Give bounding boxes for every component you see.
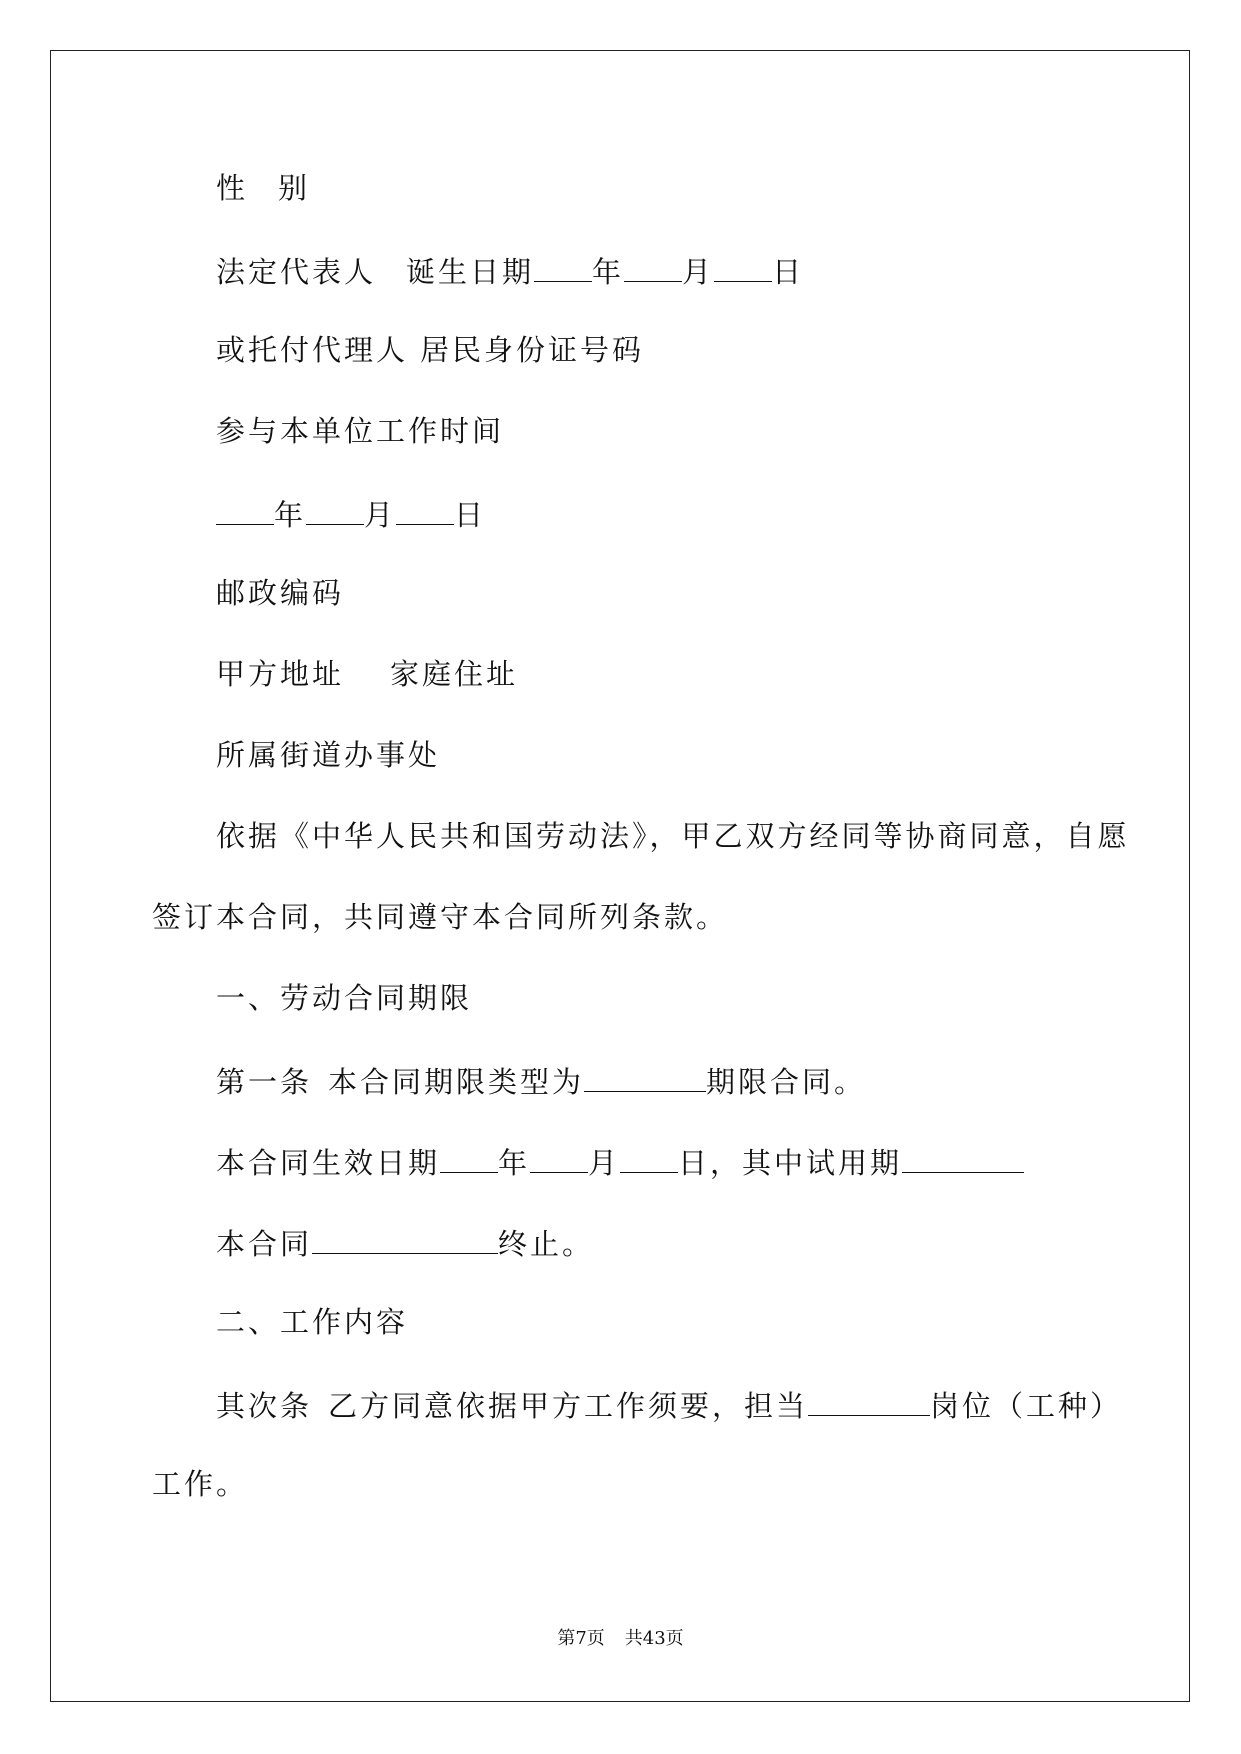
effective-year-label: 年 bbox=[498, 1146, 531, 1180]
gender-label-2: 别 bbox=[278, 171, 311, 205]
termination-suffix: 终止。 bbox=[498, 1227, 595, 1261]
page-frame bbox=[50, 50, 1190, 1702]
street-office-label: 所属街道办事处 bbox=[216, 738, 441, 772]
page-footer bbox=[0, 1630, 1241, 1648]
address-line bbox=[216, 657, 519, 691]
effective-month-blank[interactable] bbox=[530, 1146, 588, 1173]
postal-code-label: 邮政编码 bbox=[216, 576, 345, 610]
postal-code-line bbox=[216, 576, 345, 610]
preamble-text-2: 签订本合同，共同遵守本合同所列条款。 bbox=[152, 900, 729, 934]
section-1-heading bbox=[216, 981, 473, 1015]
birth-month-label: 月 bbox=[682, 255, 715, 289]
preamble-line-2 bbox=[152, 900, 729, 934]
effective-day-blank[interactable] bbox=[620, 1146, 678, 1173]
probation-blank[interactable] bbox=[902, 1146, 1024, 1173]
effective-date-line bbox=[216, 1146, 1024, 1178]
street-office-line bbox=[216, 738, 441, 772]
preamble-line-1 bbox=[216, 819, 1130, 853]
birth-year-label: 年 bbox=[592, 255, 625, 289]
article-1-text: 本合同期限类型为 bbox=[328, 1065, 585, 1099]
position-blank[interactable] bbox=[808, 1389, 930, 1416]
article-2-number: 其次条 bbox=[216, 1389, 313, 1423]
section-1-title: 一、劳动合同期限 bbox=[216, 981, 473, 1015]
join-year-blank[interactable] bbox=[216, 498, 274, 525]
total-pages: 43 bbox=[642, 1628, 666, 1649]
gender-line bbox=[216, 171, 311, 205]
termination-line bbox=[216, 1227, 594, 1259]
party-a-address-label: 甲方地址 bbox=[216, 657, 345, 691]
join-month-blank[interactable] bbox=[306, 498, 364, 525]
probation-label: 日，其中试用期 bbox=[678, 1146, 903, 1180]
total-suffix: 页 bbox=[665, 1628, 684, 1649]
gender-label-1: 性 bbox=[216, 171, 249, 205]
birth-month-blank[interactable] bbox=[624, 255, 682, 282]
article-2-text: 乙方同意依据甲方工作须要，担当 bbox=[328, 1389, 809, 1423]
article-1-suffix: 期限合同。 bbox=[706, 1065, 867, 1099]
birth-day-label: 日 bbox=[772, 255, 805, 289]
article-2-continuation bbox=[152, 1467, 249, 1501]
page-suffix: 页 bbox=[586, 1628, 605, 1649]
join-date-line bbox=[216, 498, 486, 530]
birth-day-blank[interactable] bbox=[714, 255, 772, 282]
join-time-line bbox=[216, 414, 505, 448]
join-month-label: 月 bbox=[364, 498, 397, 532]
termination-prefix: 本合同 bbox=[216, 1227, 313, 1261]
total-prefix: 共 bbox=[624, 1628, 643, 1649]
contract-type-blank[interactable] bbox=[584, 1065, 706, 1092]
join-time-label: 参与本单位工作时间 bbox=[216, 414, 505, 448]
home-address-label: 家庭住址 bbox=[390, 657, 519, 691]
preamble-text-1: 依据《中华人民共和国劳动法》，甲乙双方经同等协商同意，自愿 bbox=[216, 819, 1130, 853]
id-number-label: 居民身份证号码 bbox=[420, 333, 645, 367]
article-1-number: 第一条 bbox=[216, 1065, 313, 1099]
join-day-blank[interactable] bbox=[396, 498, 454, 525]
birth-year-blank[interactable] bbox=[534, 255, 592, 282]
article-1-line bbox=[216, 1065, 866, 1097]
effective-year-blank[interactable] bbox=[440, 1146, 498, 1173]
termination-blank[interactable] bbox=[312, 1227, 498, 1254]
section-2-title: 二、工作内容 bbox=[216, 1305, 409, 1339]
legal-rep-label: 法定代表人 bbox=[216, 255, 377, 289]
join-year-label: 年 bbox=[274, 498, 307, 532]
article-2-suffix: 岗位（工种） bbox=[930, 1389, 1123, 1423]
legal-rep-line bbox=[216, 255, 804, 287]
article-2-line bbox=[216, 1389, 1122, 1421]
effective-month-label: 月 bbox=[588, 1146, 621, 1180]
agent-line bbox=[216, 333, 645, 367]
agent-label: 或托付代理人 bbox=[216, 333, 409, 367]
birth-date-label: 诞生日期 bbox=[406, 255, 535, 289]
section-2-heading bbox=[216, 1305, 409, 1339]
article-2-continuation-text: 工作。 bbox=[152, 1467, 249, 1501]
effective-date-label: 本合同生效日期 bbox=[216, 1146, 441, 1180]
page-number: 7 bbox=[575, 1628, 587, 1649]
page-prefix: 第 bbox=[557, 1628, 576, 1649]
join-day-label: 日 bbox=[454, 498, 487, 532]
